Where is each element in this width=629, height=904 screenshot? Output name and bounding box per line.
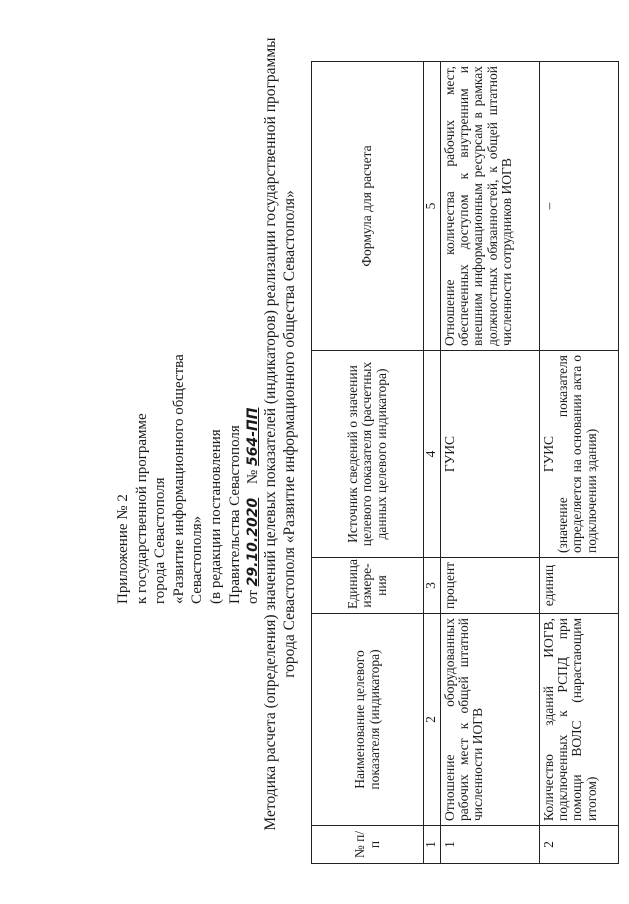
indicator-unit: процент (441, 558, 540, 614)
number-sign: № (245, 469, 262, 485)
indicator-source (441, 351, 540, 558)
indicator-name: Количество зданий ИОГВ, подключенных к РСПД при помощи ВОЛС (нарастающим итогом) (540, 614, 619, 826)
appendix-header (114, 304, 263, 604)
appendix-line: (в редакции постановления (207, 429, 224, 604)
appendix-line: города Севастополя (152, 477, 169, 604)
document-title (262, 4, 299, 864)
indicator-unit: единиц (540, 558, 619, 614)
source-note: (значение показателя определяется на основании акта о подключении здания) (555, 355, 599, 553)
indicator-source (540, 351, 619, 558)
table-row (540, 62, 619, 864)
indicators-table (311, 61, 619, 864)
table-header-row (312, 62, 424, 864)
column-number: 2 (424, 614, 441, 826)
handwritten-date: 29.10.2020 (245, 497, 262, 587)
date-prefix: от (245, 590, 262, 604)
column-number: 3 (424, 558, 441, 614)
row-number: 1 (441, 826, 540, 864)
indicator-formula: Отношение количества рабочих мест, обеспеченных доступом к внутренним и внешним информационным ресурсам в рамках должностных обязанностей, к общей штатной численности сотрудников ИОГВ (441, 62, 540, 351)
column-number: 1 (424, 826, 441, 864)
source-label: ГУИС (442, 435, 457, 473)
indicator-name: Отношение оборудованных рабочих мест к общей штатной численности ИОГВ (441, 614, 540, 826)
source-label: ГУИС (541, 435, 556, 473)
title-line-1: Методика расчета (определения) значений целевых показателей (индикаторов) реализации государственной программы (262, 37, 279, 831)
appendix-date-line (244, 304, 263, 604)
header-cell-unit: Единица измере-ния (312, 558, 424, 614)
appendix-line: к государственной программе (133, 413, 150, 604)
table-row (441, 62, 540, 864)
appendix-line: Севастополя» (189, 515, 206, 604)
handwritten-number: 564-ПП (245, 407, 262, 466)
appendix-line: Приложение № 2 (115, 494, 131, 604)
header-cell-source: Источник сведений о значении целевого показателя (расчетных данных целевого индикатора) (312, 351, 424, 558)
header-cell-number: № п/п (312, 826, 424, 864)
row-number: 2 (540, 826, 619, 864)
appendix-line: «Развитие информационного общества (170, 354, 187, 604)
header-cell-formula: Формула для расчета (312, 62, 424, 351)
title-line-2: города Севастополя «Развитие информационного общества Севастополя» (280, 190, 298, 678)
appendix-line: Правительства Севастополя (226, 425, 243, 604)
column-number: 4 (424, 351, 441, 558)
indicator-formula: – (540, 62, 619, 351)
column-number: 5 (424, 62, 441, 351)
column-number-row (424, 62, 441, 864)
header-cell-name: Наименование целевого показателя (индикатора) (312, 614, 424, 826)
